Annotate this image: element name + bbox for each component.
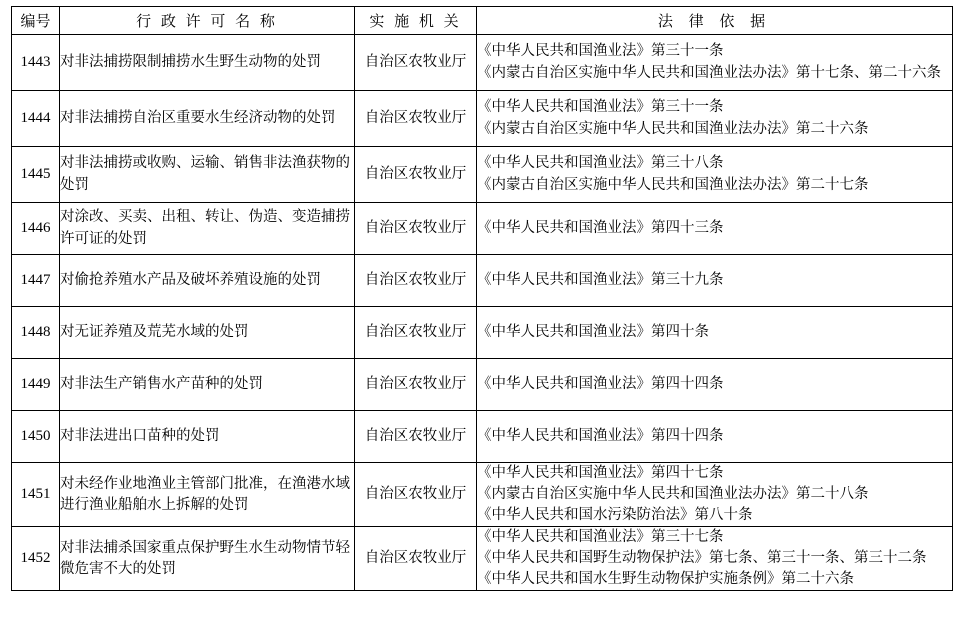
table-row [12,147,953,203]
row-permit-name: 对无证养殖及荒芜水域的处罚 [60,307,355,359]
legal-basis-line: 《内蒙古自治区实施中华人民共和国渔业法办法》第二十六条 [477,120,869,137]
legal-basis-line: 《中华人民共和国渔业法》第四十条 [477,323,709,340]
row-permit-name: 对非法捕捞或收购、运输、销售非法渔获物的处罚 [60,147,355,203]
header-name: 行 政 许 可 名 称 [60,7,355,35]
row-legal-basis [477,91,953,147]
row-legal-basis [477,203,953,255]
legal-basis-line: 《中华人民共和国渔业法》第四十四条 [477,375,724,392]
table-body [12,35,953,591]
row-permit-name: 对非法进出口苗种的处罚 [60,411,355,463]
legal-basis-line: 《中华人民共和国渔业法》第三十一条 [477,99,724,116]
table-header-row [12,7,953,35]
row-authority: 自治区农牧业厅 [355,463,477,527]
table-row [12,463,953,527]
row-authority: 自治区农牧业厅 [355,411,477,463]
legal-basis-line: 《中华人民共和国渔业法》第四十四条 [477,427,724,444]
row-legal-basis [477,359,953,411]
legal-basis-line: 《中华人民共和国渔业法》第四十七条 [477,465,724,481]
row-id: 1451 [12,463,60,527]
administrative-permit-table [11,6,953,591]
table-row [12,411,953,463]
row-id: 1443 [12,35,60,91]
legal-basis-line: 《内蒙古自治区实施中华人民共和国渔业法办法》第十七条、第二十六条 [477,64,941,81]
row-id: 1446 [12,203,60,255]
row-permit-name: 对未经作业地渔业主管部门批准，在渔港水域进行渔业船舶水上拆解的处罚 [60,463,355,527]
table-row [12,359,953,411]
row-legal-basis [477,411,953,463]
row-id: 1447 [12,255,60,307]
table-row [12,307,953,359]
row-authority: 自治区农牧业厅 [355,359,477,411]
row-authority: 自治区农牧业厅 [355,203,477,255]
row-permit-name: 对非法捕捞限制捕捞水生野生动物的处罚 [60,35,355,91]
row-id: 1445 [12,147,60,203]
legal-basis-line: 《中华人民共和国渔业法》第三十九条 [477,271,724,288]
row-legal-basis [477,255,953,307]
row-authority: 自治区农牧业厅 [355,91,477,147]
legal-basis-line: 《中华人民共和国水污染防治法》第八十条 [477,507,753,524]
header-id: 编号 [12,7,60,35]
row-authority: 自治区农牧业厅 [355,147,477,203]
row-id: 1449 [12,359,60,411]
legal-basis-line: 《中华人民共和国野生动物保护法》第七条、第三十一条、第三十二条 [477,550,927,567]
row-authority: 自治区农牧业厅 [355,527,477,591]
table-row [12,91,953,147]
row-permit-name: 对非法捕捞自治区重要水生经济动物的处罚 [60,91,355,147]
header-org: 实 施 机 关 [355,7,477,35]
row-id: 1448 [12,307,60,359]
row-authority: 自治区农牧业厅 [355,35,477,91]
legal-basis-line: 《内蒙古自治区实施中华人民共和国渔业法办法》第二十八条 [477,486,869,503]
row-authority: 自治区农牧业厅 [355,307,477,359]
row-legal-basis [477,463,953,527]
legal-basis-line: 《中华人民共和国水生野生动物保护实施条例》第二十六条 [477,571,854,588]
table-header [12,7,953,35]
row-legal-basis [477,147,953,203]
row-permit-name: 对非法捕杀国家重点保护野生水生动物情节轻微危害不大的处罚 [60,527,355,591]
row-id: 1444 [12,91,60,147]
table-row [12,527,953,591]
row-permit-name: 对非法生产销售水产苗种的处罚 [60,359,355,411]
row-legal-basis [477,527,953,591]
row-authority: 自治区农牧业厅 [355,255,477,307]
legal-basis-line: 《内蒙古自治区实施中华人民共和国渔业法办法》第二十七条 [477,176,869,193]
legal-basis-line: 《中华人民共和国渔业法》第三十七条 [477,529,724,546]
legal-basis-line: 《中华人民共和国渔业法》第三十一条 [477,43,724,60]
header-law: 法 律 依 据 [477,7,953,35]
row-legal-basis [477,35,953,91]
row-permit-name: 对偷抢养殖水产品及破坏养殖设施的处罚 [60,255,355,307]
row-id: 1450 [12,411,60,463]
legal-basis-line: 《中华人民共和国渔业法》第四十三条 [477,219,724,236]
row-id: 1452 [12,527,60,591]
table-row [12,255,953,307]
table-row [12,203,953,255]
row-legal-basis [477,307,953,359]
legal-basis-line: 《中华人民共和国渔业法》第三十八条 [477,155,724,172]
row-permit-name: 对涂改、买卖、出租、转让、伪造、变造捕捞许可证的处罚 [60,203,355,255]
document-page [0,6,963,641]
table-row [12,35,953,91]
